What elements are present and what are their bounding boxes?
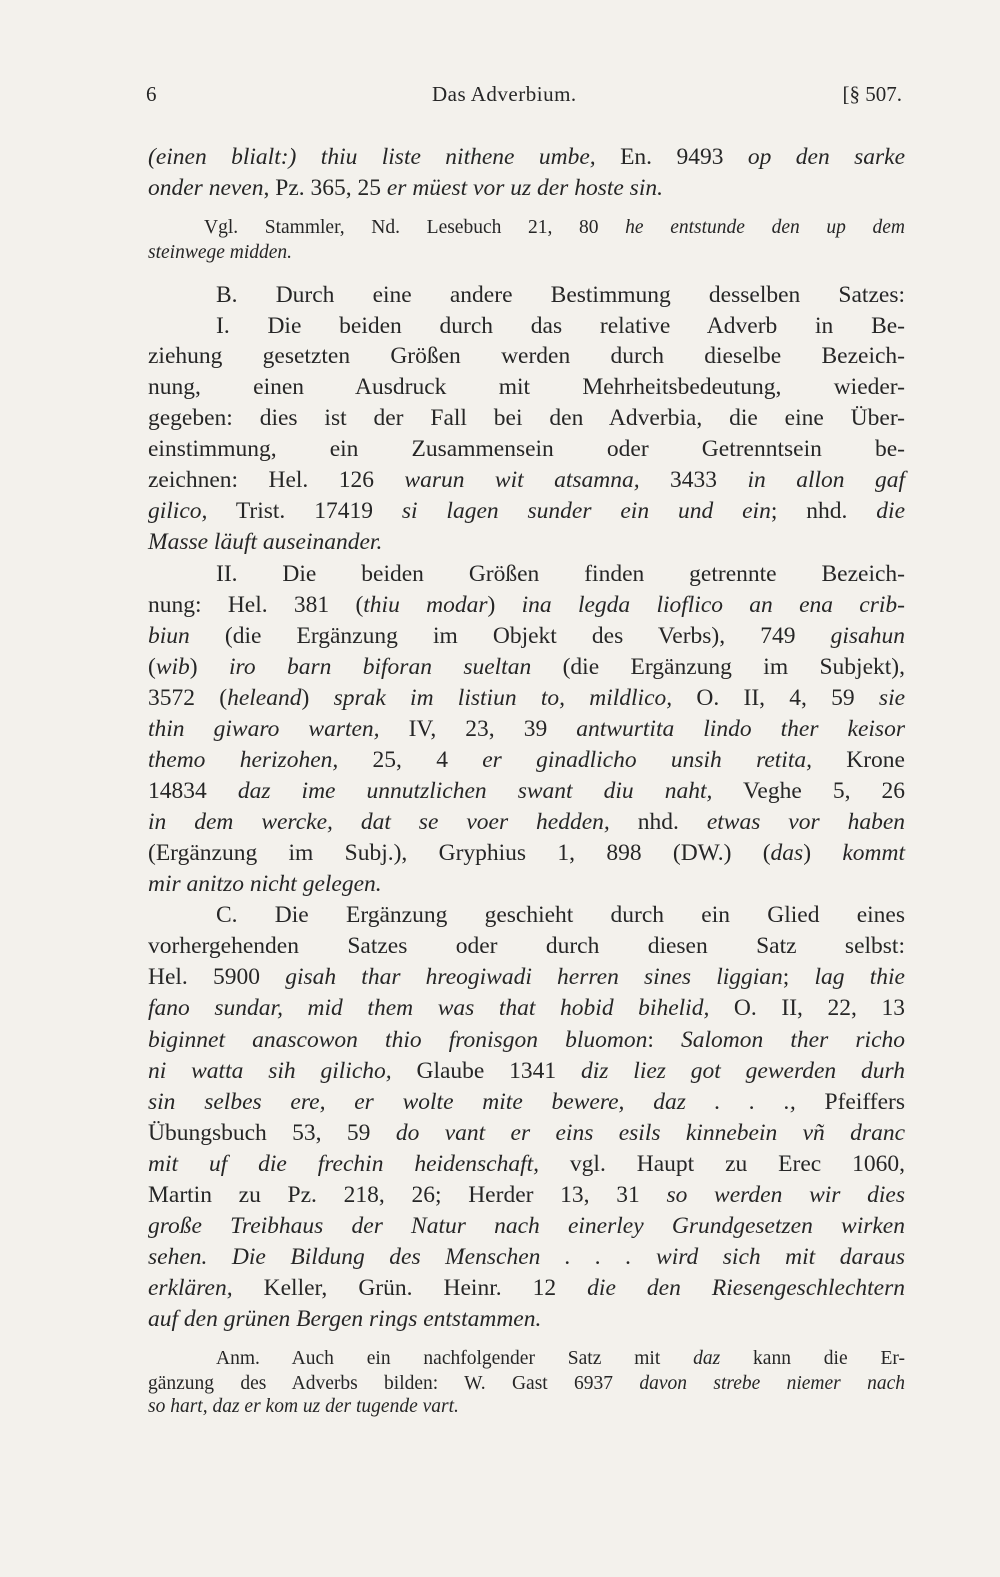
italic-quotation: die xyxy=(876,498,906,524)
text-segment: Anm. Auch ein nachfolgender Satz mit xyxy=(216,1348,694,1369)
italic-quotation: kommt xyxy=(842,840,905,866)
text-line xyxy=(148,1395,905,1419)
text-line xyxy=(216,311,905,341)
italic-quotation: biun xyxy=(148,623,190,649)
text-segment: (Ergänzung im Subj.), Gryphius 1, 898 (DW.) ( xyxy=(148,840,771,866)
text-segment: B. Durch eine andere Bestimmung desselben Satzes: xyxy=(216,282,905,308)
text-segment: Übungsbuch 53, 59 xyxy=(148,1120,396,1146)
italic-quotation: heleand xyxy=(227,685,302,711)
text-segment: IV, 23, 39 xyxy=(379,716,577,742)
italic-quotation: mit uf die frechin heidenschaft, xyxy=(148,1151,540,1177)
text-segment: (die Ergänzung im Subjekt), xyxy=(531,654,905,680)
text-line xyxy=(148,652,905,682)
text-line xyxy=(148,241,905,265)
text-line xyxy=(216,900,905,930)
page-number: 6 xyxy=(146,82,157,106)
text-segment: vorhergehenden Satzes oder durch diesen Satz selbst: xyxy=(148,933,905,959)
italic-quotation: iro barn biforan sueltan xyxy=(229,654,532,680)
text-line xyxy=(148,590,905,620)
text-segment: ziehung gesetzten Größen werden durch dieselbe Bezeich- xyxy=(148,343,905,369)
italic-quotation: auf den grünen Bergen rings entstammen. xyxy=(148,1306,542,1332)
italic-quotation: davon strebe niemer nach xyxy=(639,1373,905,1394)
text-line xyxy=(148,962,905,992)
text-segment: I. Die beiden durch das relative Adverb in Be- xyxy=(216,313,905,339)
text-line xyxy=(148,621,905,651)
italic-quotation: erklären, xyxy=(148,1275,233,1301)
italic-quotation: daz xyxy=(693,1348,721,1369)
text-line xyxy=(148,807,905,837)
italic-quotation: ina legda lioflico an ena crib- xyxy=(521,592,905,618)
italic-quotation: Salomon ther richo xyxy=(681,1027,905,1053)
text-line xyxy=(148,465,905,495)
text-line xyxy=(216,559,905,589)
text-segment: ) xyxy=(301,685,334,711)
text-line xyxy=(148,931,905,961)
italic-quotation: steinwege midden. xyxy=(148,242,293,263)
section-number: [§ 507. xyxy=(842,82,902,106)
italic-quotation: antwurtita lindo ther keisor xyxy=(576,716,905,742)
text-line xyxy=(148,1211,905,1241)
text-line xyxy=(148,403,905,433)
italic-quotation: große Treibhaus der Natur nach einerley Grundgesetzen wirken xyxy=(148,1213,905,1239)
text-line xyxy=(148,527,905,557)
text-line xyxy=(148,714,905,744)
text-segment: O. II, 22, 13 xyxy=(709,995,906,1021)
text-line xyxy=(148,1087,905,1117)
text-line xyxy=(148,434,905,464)
text-segment: Trist. 17419 xyxy=(207,498,402,524)
text-segment: 3433 xyxy=(639,467,748,493)
italic-quotation: op den sarke xyxy=(747,144,905,170)
italic-quotation: fano sundar, mid them was that hobid bihelid, xyxy=(148,995,710,1021)
text-segment: gegeben: dies ist der Fall bei den Adverbia, die eine Über- xyxy=(148,405,905,431)
text-segment: 14834 xyxy=(148,778,238,804)
text-line xyxy=(148,1149,905,1179)
italic-quotation: he entstunde den up dem xyxy=(625,217,905,238)
text-segment: Hel. 5900 xyxy=(148,964,286,990)
text-line xyxy=(148,173,905,203)
text-line xyxy=(148,341,905,371)
text-line xyxy=(204,216,905,240)
italic-quotation: wib xyxy=(155,654,190,680)
text-segment: Keller, Grün. Heinr. 12 xyxy=(232,1275,588,1301)
text-segment: nhd. xyxy=(609,809,707,835)
text-line xyxy=(148,1242,905,1272)
italic-quotation: so hart, daz er kom uz der tugende vart. xyxy=(148,1396,459,1417)
italic-quotation: sin selbes ere, er wolte mite bewere, daz . . ., xyxy=(148,1089,796,1115)
italic-quotation: sie xyxy=(878,685,906,711)
text-line xyxy=(148,372,905,402)
text-line xyxy=(148,1056,905,1086)
text-segment: C. Die Ergänzung geschieht durch ein Glied eines xyxy=(216,902,905,928)
text-segment: , Pz. 365, 25 xyxy=(263,175,387,201)
text-segment: nung: Hel. 381 ( xyxy=(148,592,364,618)
italic-quotation: (einen blialt:) thiu liste nithene umbe, xyxy=(148,144,596,170)
italic-quotation: in dem wercke, dat se voer hedden, xyxy=(148,809,610,835)
text-line xyxy=(148,1180,905,1210)
text-segment: Veghe 5, 26 xyxy=(712,778,906,804)
text-line xyxy=(148,1372,905,1396)
italic-quotation: diz liez got gewerden durh xyxy=(581,1058,905,1084)
text-line xyxy=(148,993,905,1023)
text-segment: : xyxy=(647,1027,682,1053)
italic-quotation: thin giwaro warten, xyxy=(148,716,380,742)
italic-quotation: sehen. Die Bildung des Menschen . . . wird sich mit daraus xyxy=(148,1244,905,1270)
italic-quotation: do vant er eins esils kinnebein vñ dranc xyxy=(395,1120,905,1146)
text-segment: En. 9493 xyxy=(595,144,748,170)
text-line xyxy=(148,1273,905,1303)
italic-quotation: so werden wir dies xyxy=(666,1182,905,1208)
text-segment: Pfeiffers xyxy=(795,1089,905,1115)
text-segment: ( xyxy=(148,654,156,680)
running-title: Das Adverbium. xyxy=(432,82,577,106)
text-segment: ) xyxy=(803,840,843,866)
text-segment: vgl. Haupt zu Erec 1060, xyxy=(539,1151,906,1177)
italic-quotation: thiu modar xyxy=(363,592,488,618)
italic-quotation: mir anitzo nicht gelegen. xyxy=(148,871,382,897)
text-segment: II. Die beiden Größen finden getrennte Bezeich- xyxy=(216,561,905,587)
italic-quotation: er müest vor uz der hoste sin. xyxy=(386,175,663,201)
italic-quotation: etwas vor haben xyxy=(706,809,905,835)
italic-quotation: gilico, xyxy=(148,498,208,524)
italic-quotation: in allon gaf xyxy=(747,467,905,493)
text-segment: Krone xyxy=(811,747,905,773)
text-segment: Martin zu Pz. 218, 26; Herder 13, 31 xyxy=(148,1182,667,1208)
text-line xyxy=(148,496,905,526)
text-segment: 25, 4 xyxy=(338,747,483,773)
italic-quotation: ni watta sih gilicho, xyxy=(148,1058,392,1084)
italic-quotation: biginnet anascowon thio fronisgon bluomon xyxy=(148,1027,648,1053)
text-segment: nung, einen Ausdruck mit Mehrheitsbedeutung, wieder- xyxy=(148,374,905,400)
text-line xyxy=(148,142,905,172)
text-line xyxy=(216,280,905,310)
italic-quotation: si lagen sunder ein und ein xyxy=(401,498,771,524)
italic-quotation: lag thie xyxy=(814,964,905,990)
text-segment: (die Ergänzung im Objekt des Verbs), 749 xyxy=(189,623,831,649)
text-segment: kann die Er- xyxy=(720,1348,905,1369)
text-segment: zeichnen: Hel. 126 xyxy=(148,467,405,493)
text-segment: gänzung des Adverbs bilden: W. Gast 6937 xyxy=(148,1373,640,1394)
italic-quotation: gisah thar hreogiwadi herren sines liggian xyxy=(285,964,783,990)
italic-quotation: themo herizohen, xyxy=(148,747,339,773)
italic-quotation: warun wit atsamna, xyxy=(404,467,640,493)
text-segment: Glaube 1341 xyxy=(391,1058,582,1084)
text-segment: ; xyxy=(782,964,815,990)
text-segment: 3572 ( xyxy=(148,685,228,711)
text-line xyxy=(148,1025,905,1055)
italic-quotation: sprak im listiun to, mildlico, xyxy=(333,685,673,711)
text-line xyxy=(148,745,905,775)
italic-quotation: Masse läuft auseinander. xyxy=(148,529,383,555)
text-segment: ) xyxy=(487,592,522,618)
text-line xyxy=(148,776,905,806)
text-segment: einstimmung, ein Zusammensein oder Getrenntsein be- xyxy=(148,436,905,462)
text-line xyxy=(148,838,905,868)
text-segment: ) xyxy=(189,654,230,680)
italic-quotation: er ginadlicho unsih retita, xyxy=(482,747,812,773)
text-segment: O. II, 4, 59 xyxy=(672,685,879,711)
italic-quotation: das xyxy=(770,840,804,866)
text-segment: Vgl. Stammler, Nd. Lesebuch 21, 80 xyxy=(204,217,626,238)
italic-quotation: onder neven xyxy=(148,175,264,201)
italic-quotation: die den Riesengeschlechtern xyxy=(587,1275,906,1301)
text-line xyxy=(148,869,905,899)
text-line xyxy=(148,1118,905,1148)
text-line xyxy=(148,1304,905,1334)
text-segment: ; nhd. xyxy=(770,498,877,524)
text-line xyxy=(148,683,905,713)
italic-quotation: gisahun xyxy=(830,623,905,649)
italic-quotation: daz ime unnutzlichen swant diu naht, xyxy=(237,778,713,804)
text-line xyxy=(216,1347,905,1371)
